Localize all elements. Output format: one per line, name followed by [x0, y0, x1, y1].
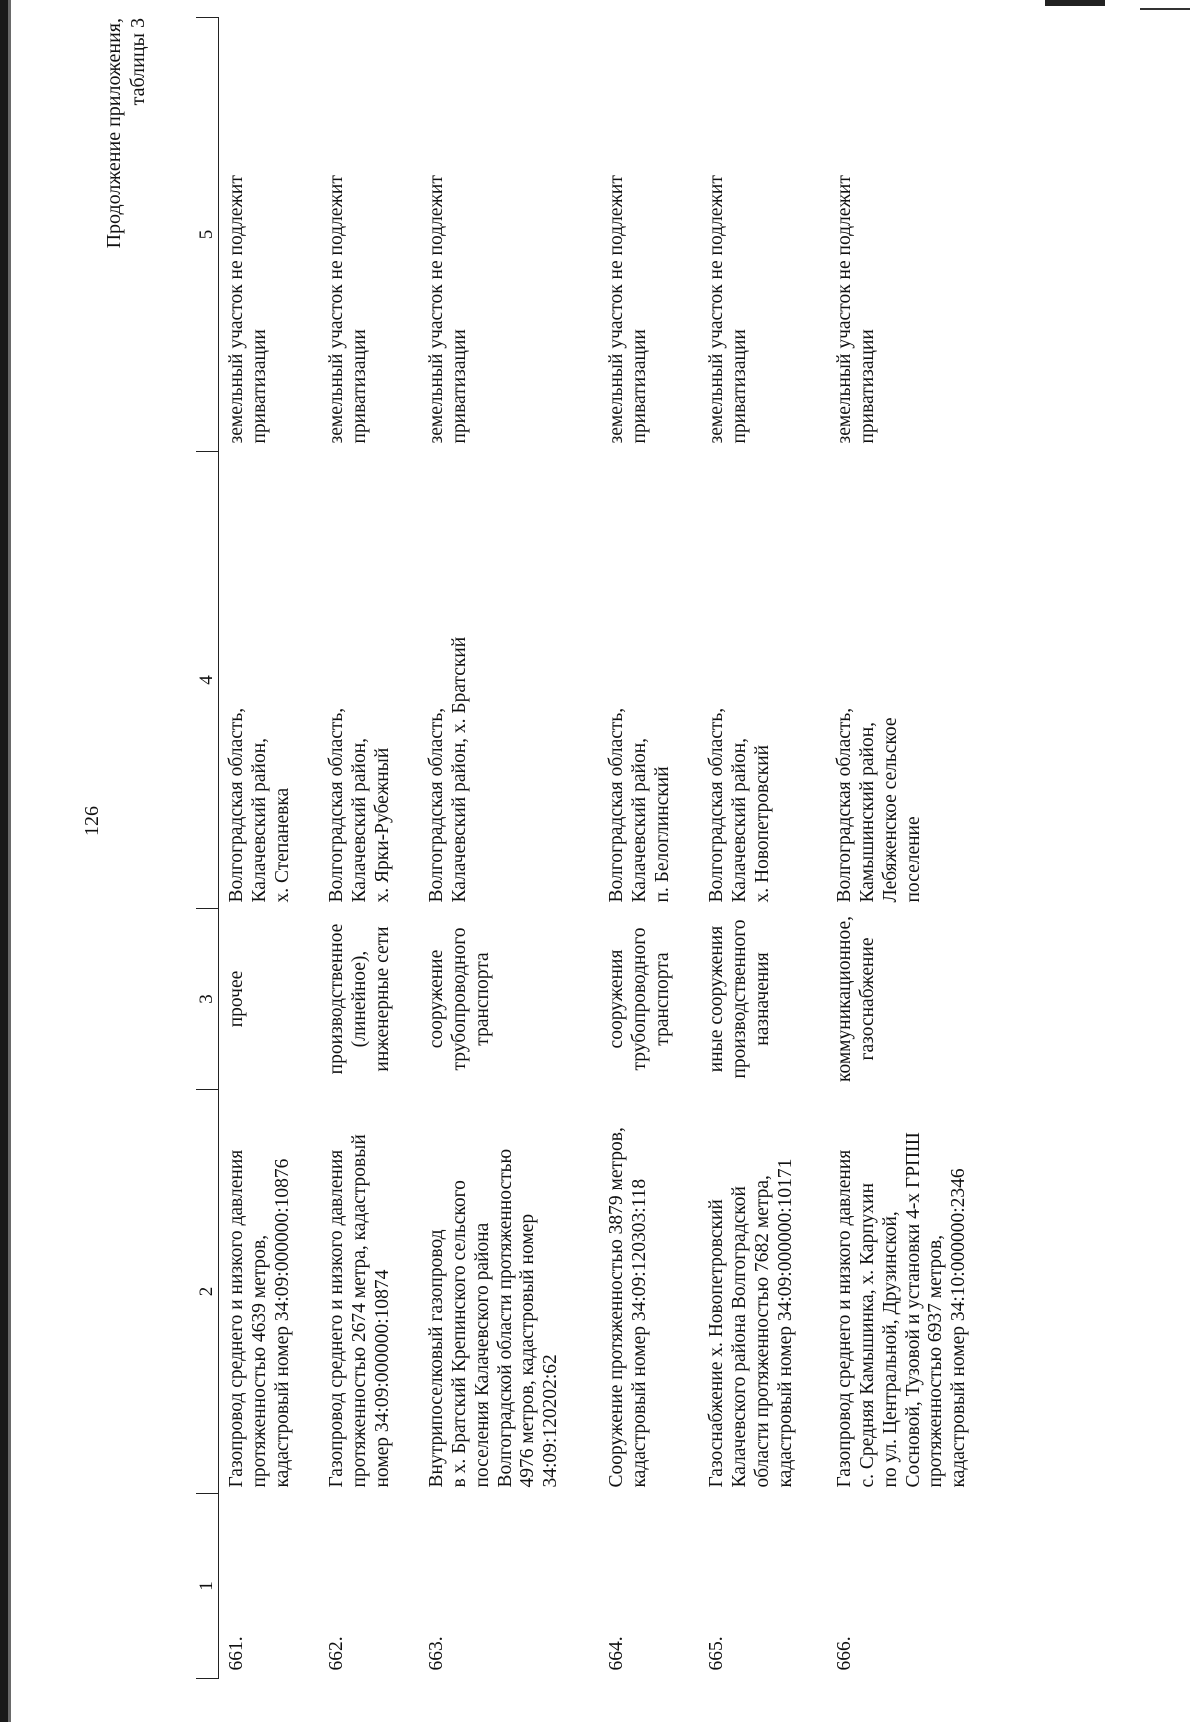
object-type: иные сооружения производственного назначения: [706, 919, 773, 1079]
column-header-3: 3: [196, 909, 219, 1090]
object-type: прочее: [226, 970, 248, 1028]
object-note: земельный участок не подлежит приватизации: [226, 175, 271, 444]
table-row: [319, 18, 419, 1679]
object-type: производственное (линейное), инженерные сети: [326, 923, 393, 1075]
object-address: Волгоградская область, Калачевский район, х. Степаневка: [226, 707, 293, 903]
object-description: Газопровод среднего и низкого давления протяженностью 2674 метра, кадастровый номер 34:09:000000:10874: [326, 1134, 393, 1488]
object-description: Газоснабжение х. Новопетровский Калачевского района Волгоградской области протяженностью 7682 метра, кадастровый номер 34:09:000000:10171: [706, 1158, 796, 1488]
table-row: [599, 18, 699, 1679]
column-header-2: 2: [196, 1090, 219, 1494]
object-address: Волгоградская область, Калачевский район, х. Ярки-Рубежный: [326, 707, 393, 903]
table-header-row: [196, 18, 219, 1679]
row-number: 664.: [606, 1636, 628, 1671]
table-row: [419, 18, 599, 1679]
object-description: Газопровод среднего и низкого давления протяженностью 4639 метров, кадастровый номер 34:09:000000:10876: [226, 1149, 293, 1488]
object-address: Волгоградская область, Калачевский район, п. Белоглинский: [606, 707, 673, 903]
object-description: Внутрипоселковый газопровод в х. Братский Крепинского сельского поселения Калачевского района Волгоградской области протяженностью 4976 метров, кадастровый номер 34:09:120202:62: [426, 1148, 562, 1488]
row-number: 663.: [426, 1636, 448, 1671]
object-note: земельный участок не подлежит приватизации: [426, 175, 471, 444]
column-header-4: 4: [196, 452, 219, 909]
object-type: коммуникационное, газоснабжение: [834, 916, 879, 1083]
table-row: [699, 18, 827, 1679]
property-registry-table: [196, 17, 982, 1679]
row-number: 666.: [834, 1636, 856, 1671]
row-number: 661.: [226, 1636, 248, 1671]
object-description: Газопровод среднего и низкого давления с. Средняя Камышинка, х. Карпухин по ул. Центральной, Друзинской, Сосновой, Тузовой и установки 4-х ГРПШ протяженностью 6937 метров, кадастровый номер 34:10:000000:2346: [834, 1132, 970, 1488]
object-description: Сооружение протяженностью 3879 метров, кадастровый номер 34:09:120303:118: [606, 1127, 651, 1488]
table-row: [219, 18, 320, 1679]
page-number: 126: [81, 806, 103, 836]
object-address: Волгоградская область, Камышинский район, Лебяженское сельское поселение: [834, 707, 924, 903]
column-header-1: 1: [196, 1494, 219, 1679]
table-row: [827, 18, 982, 1679]
object-type: сооружение трубопроводного транспорта: [426, 927, 493, 1071]
object-note: земельный участок не подлежит приватизации: [606, 175, 651, 444]
continuation-note: Продолжение приложения, таблицы 3: [103, 18, 149, 249]
object-note: земельный участок не подлежит приватизации: [706, 175, 751, 444]
row-number: 662.: [326, 1636, 348, 1671]
object-type: сооружения трубопроводного транспорта: [606, 927, 673, 1071]
column-header-5: 5: [196, 18, 219, 452]
object-address: Волгоградская область, Калачевский район, х. Братский: [426, 636, 471, 903]
object-note: земельный участок не подлежит приватизации: [326, 175, 371, 444]
row-number: 665.: [706, 1636, 728, 1671]
object-note: земельный участок не подлежит приватизации: [834, 175, 879, 444]
object-address: Волгоградская область, Калачевский район, х. Новопетровский: [706, 707, 773, 903]
